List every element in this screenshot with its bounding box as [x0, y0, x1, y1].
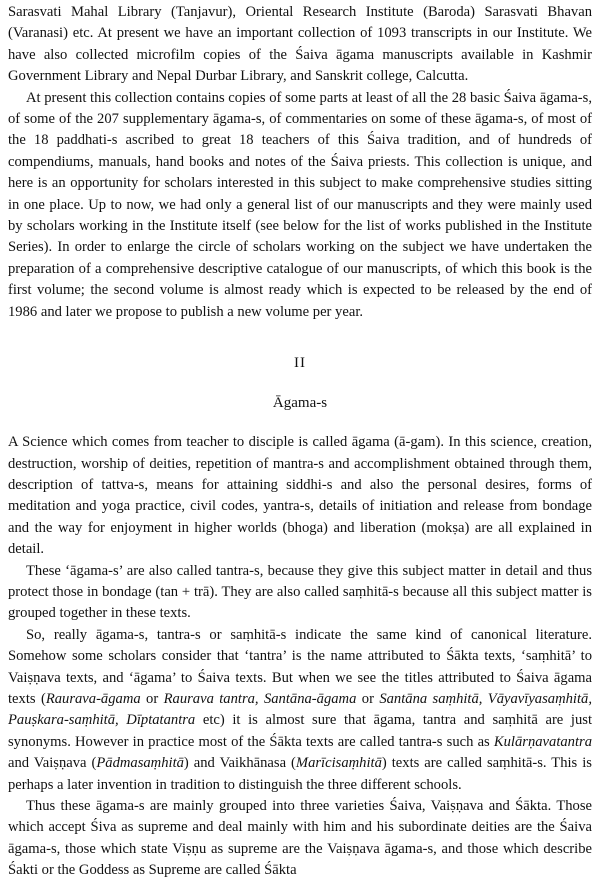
document-page [8, 2, 592, 882]
italic-title: Pādmasaṃhitā [96, 755, 184, 772]
paragraph-collection-description: At present this collection contains copies of some parts at least of all the 28 basic Śaiva āgama-s, of some of the 207 supplementary āgama-s, of commentaries on some of these āgama-s, of most of the 18 paddhati-s ascribed to great 18 teachers of this Śaiva tradition, and of hundreds of compendiums, manuals, hand books and notes of the Śaiva priests. This collection is unique, and here is an opportunity for scholars interested in this subject to make comprehensive studies sitting in one place. Up to now, we had only a general list of our manuscripts and they were mainly used by scholars working in the Institute itself (see below for the list of works published in the Institute Series). In order to enlarge the circle of scholars working on the subject we have undertaken the preparation of a comprehensive descriptive catalogue of our manuscripts, of which this book is the first volume; the second volume is almost ready which is expected to be released by the end of 1986 and later we propose to publish a new volume per year. [8, 89, 592, 320]
paragraph-tantra-samhita: These ‘āgama-s’ are also called tantra-s, because they give this subject matter in detail and thus protect those in bondage (tan + trā). They are also called saṃhitā-s because all this subject matter is grouped together in these texts. [8, 562, 592, 622]
italic-title: Raurava-āgama [45, 690, 141, 707]
italic-title: Santāna saṃhitā, Vāyavīyasaṃhitā, Pauṣkara-saṃhitā, Dīptatantra [8, 690, 592, 729]
paragraph-collection-sources: Sarasvati Mahal Library (Tanjavur), Oriental Research Institute (Baroda) Sarasvati Bhavan (Varanasi) etc. At present we have an important collection of 1093 transcripts in our Institute. We have also collected microfilm copies of the Śaiva āgama manuscripts available in Kashmir Government Library and Nepal Durbar Library, and Sanskrit college, Calcutta. [8, 4, 592, 85]
text-run: etc) it is almost sure that āgama, tantra and saṃhitā are just synonyms. However in practice most of the Śākta texts are called tantra-s such as [8, 712, 593, 750]
italic-title: Raurava tantra, Santāna-āgama [163, 690, 357, 707]
section-heading: Āgama-s [272, 395, 328, 412]
text-run: or [356, 690, 380, 707]
paragraph-synonyms [8, 625, 592, 796]
text-run: or [140, 690, 164, 707]
text-run: ) texts are called saṃhitā-s. This is perhaps a later invention in tradition to distinguish the three different schools. [8, 755, 592, 793]
paragraph-agama-definition: A Science which comes from teacher to disciple is called āgama (ā-gam). In this science, creation, destruction, worship of deities, repetition of mantra-s and accomplishment obtained through them, description of tattva-s, means for attaining siddhi-s and also the personal desires, forms of meditation and yoga practice, civil codes, yantra-s, details of initiation and release from bondage and the way for enjoyment in higher worlds (bhoga) and liberation (mokṣa) are all explained in detail. [8, 434, 592, 558]
italic-title: Marīcisaṃhitā [295, 755, 382, 772]
italic-title: Kulārṇavatantra [493, 733, 592, 750]
text-run: and Vaiṣṇava ( [8, 755, 97, 772]
paragraph-three-varieties: Thus these āgama-s are mainly grouped into three varieties Śaiva, Vaiṣṇava and Śākta. Those which accept Śiva as supreme and deal mainly with him and his subordinate deities are the Śaiva āgama-s, those which state Viṣṇu as supreme are the Vaiṣṇava āgama-s, and those which describe Śakti or the Goddess as Supreme are called Śākta [8, 798, 592, 879]
text-run: So, really āgama-s, tantra-s or saṃhitā-s indicate the same kind of canonical literature. Somehow some scholars consider that ‘tantra’ is the name attributed to Śākta texts, ‘saṃhitā’ to Vaiṣṇava texts, and ‘āgama’ to Śaiva texts. But when we see the titles attributed to Śaiva āgama texts ( [8, 626, 592, 707]
section-number: II [294, 355, 306, 372]
text-run: ) and Vaikhānasa ( [183, 755, 296, 772]
